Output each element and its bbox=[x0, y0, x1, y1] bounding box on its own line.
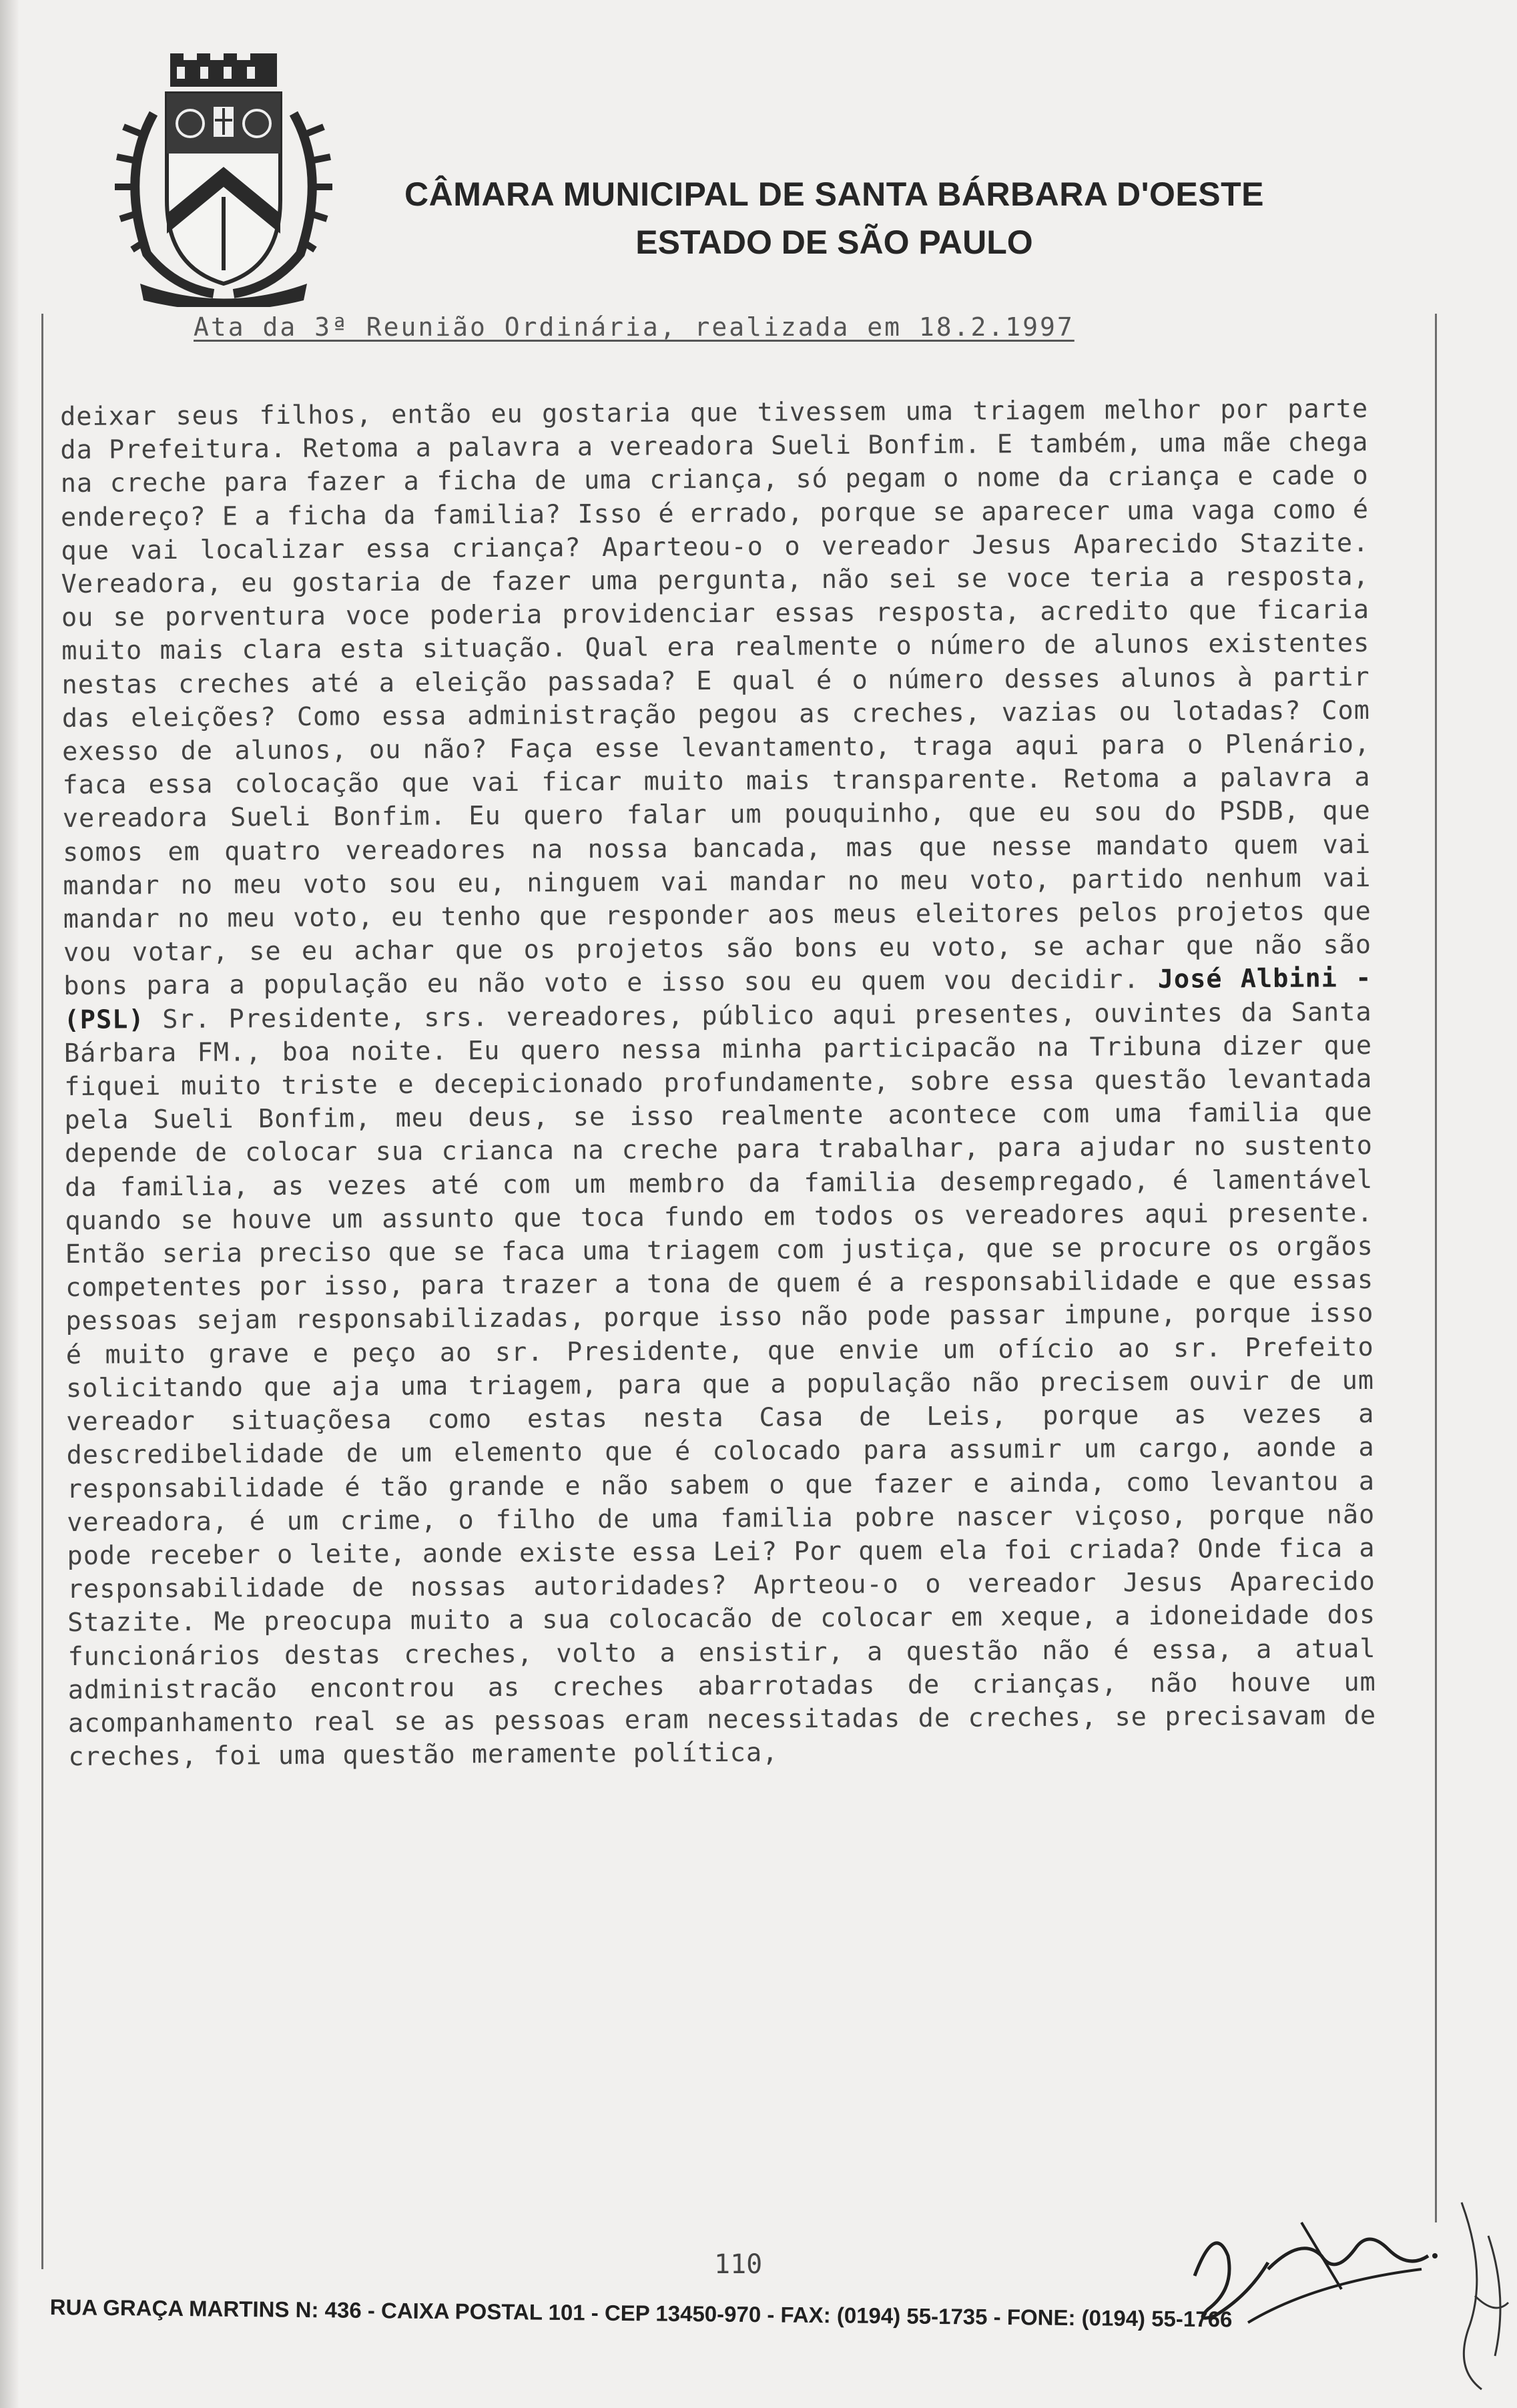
handwritten-rubric-icon bbox=[1448, 2196, 1515, 2396]
scan-edge-shadow bbox=[0, 0, 19, 2408]
municipal-coat-of-arms-icon bbox=[113, 53, 334, 307]
right-margin-rule bbox=[1435, 314, 1437, 2222]
left-margin-rule bbox=[41, 314, 43, 2269]
minutes-body bbox=[60, 392, 1377, 1774]
speaker-name: José Albini - (PSL) bbox=[63, 963, 1372, 1035]
institution-name: CÂMARA MUNICIPAL DE SANTA BÁRBARA D'OESTE bbox=[404, 176, 1264, 213]
page-number: 110 bbox=[714, 2249, 763, 2280]
letterhead bbox=[400, 170, 1268, 266]
body-text-part2: Sr. Presidente, srs. vereadores, público aqui presentes, ouvintes da Santa Bárbara FM., boa noite. Eu quero nessa minha participacão na Tribuna dizer que fiquei muito triste e decepicionado profundamente, sobre essa questão levantada pela Sueli Bonfim, meu deus, se isso realmente acontece com uma familia que depende de colocar sua crianca na creche para trabalhar, para ajudar no sustento da familia, as vezes até com um membro da familia desempregado, é lamentável quando se houve um assunto que toca fundo em todos os vereadores aqui presente. Então seria preciso que se faca uma triagem com justiça, que se procure os orgãos competentes por isso, para trazer a tona de quem é a responsabilidade e que essas pessoas sejam responsabilizadas, porque isso não pode passar impune, porque isso é muito grave e peço ao sr. Presidente, que envie um ofício ao sr. Prefeito solicitando que aja uma triagem, para que a população não precisem ouvir de um vereador situaçõesa como estas nesta Casa de Leis, porque as vezes a descredibelidade de um elemento que é colocado para assumir um cargo, aonde a responsabilidade é tão grande e não sabem o que fazer e ainda, como levantou a vereadora, é um crime, o filho de uma familia pobre nascer viçoso, porque não pode receber o leite, aonde existe essa Lei? Por quem ela foi criada? Onde fica a responsabilidade de nossas autoridades? Aprteou-o o vereador Jesus Aparecido Stazite. Me preocupa muito a sua colocacão de colocar em xeque, a idoneidade dos funcionários destas creches, volto a ensistir, a questão não é essa, a atual administracão encontrou as creches abarrotadas de crianças, não houve um acompanhamento real se as pessoas eram necessitadas de creches, se precisavam de creches, foi uma questão meramente política, bbox=[63, 996, 1377, 1773]
document-title: Ata da 3ª Reunião Ordinária, realizada em 18.2.1997 bbox=[194, 312, 1075, 342]
body-text-part1: deixar seus filhos, então eu gostaria que tivessem uma triagem melhor por parte da Prefeitura. Retoma a palavra a vereadora Sueli Bonfim. E também, uma mãe chega na creche para fazer a ficha de uma criança, só pegam o nome da criança e cade o endereço? E a ficha da familia? Isso é errado, porque se aparecer uma vaga como é que vai localizar essa criança? Aparteou-o o vereador Jesus Aparecido Stazite. Vereadora, eu gostaria de fazer uma pergunta, não sei se voce teria a resposta, ou se porventura voce poderia providenciar essas resposta, acredito que ficaria muito mais clara esta situação. Qual era realmente o número de alunos existentes nestas creches até a eleição passada? E qual é o número desses alunos à partir das eleições? Como essa administração pegou as creches, vazias ou lotadas? Com exesso de alunos, ou não? Faça esse levantamento, traga aqui para o Plenário, faca essa colocação que vai ficar muito mais transparente. Retoma a palavra a vereadora Sueli Bonfim. Eu quero falar um pouquinho, que eu sou do PSDB, que somos em quatro vereadores na nossa bancada, mas que nesse mandato quem vai mandar no meu voto sou eu, ninguem vai mandar no meu voto, partido nenhum vai mandar no meu voto, eu tenho que responder aos meus eleitores pelos projetos que vou votar, se eu achar que os projetos são bons eu voto, se achar que não são bons para a população eu não voto e isso sou eu quem vou decidir. bbox=[60, 394, 1372, 1002]
state-name: ESTADO DE SÃO PAULO bbox=[635, 224, 1033, 261]
footer-address: RUA GRAÇA MARTINS N: 436 - CAIXA POSTAL 101 - CEP 13450-970 - FAX: (0194) 55-1735 - FONE: (0194) 55-1766 bbox=[49, 2295, 1233, 2332]
body-paragraph bbox=[60, 392, 1377, 1774]
